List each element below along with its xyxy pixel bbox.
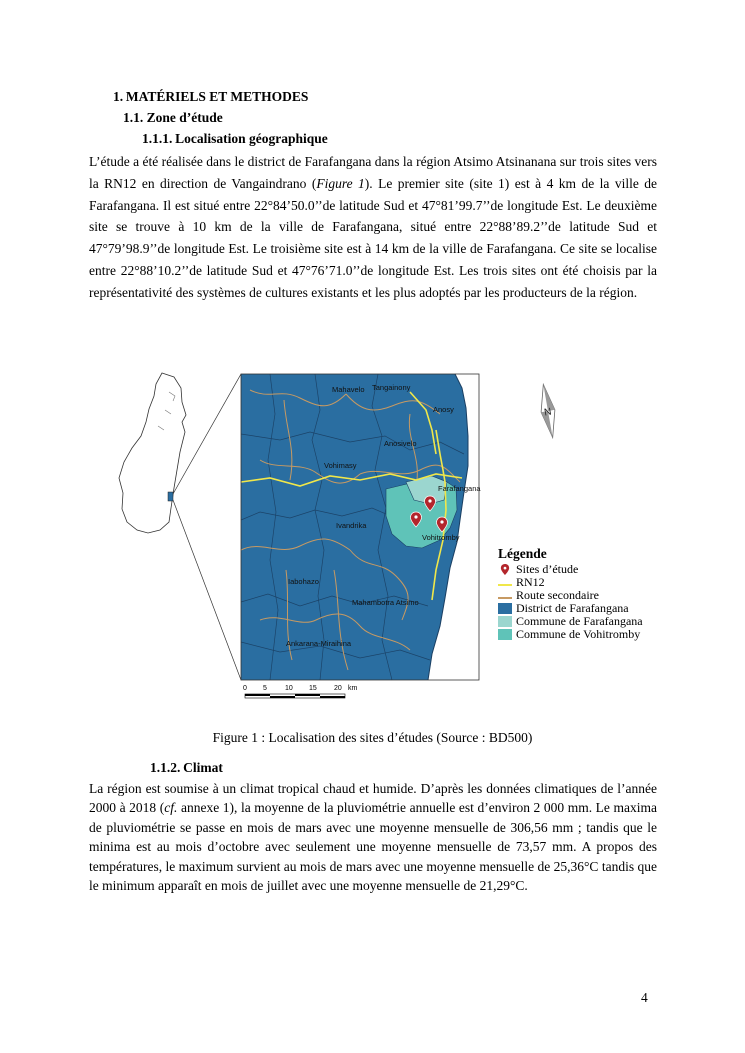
legend-item-sites: Sites d’étude: [498, 563, 643, 576]
place-label: Anosy: [433, 405, 454, 414]
section-heading: 1. MATÉRIELS ET METHODES: [113, 89, 309, 104]
place-label: Iabohazo: [288, 577, 319, 586]
legend-item-rn12: RN12: [498, 576, 643, 589]
subsubsection-heading-localisation: 1.1.1. Localisation géographique: [142, 131, 328, 146]
figure-caption: Figure 1 : Localisation des sites d’études (Source : BD500): [212, 730, 533, 745]
place-label: Mahavelo: [332, 385, 365, 394]
place-label: Vohimasy: [324, 461, 357, 470]
place-label: Ivandrika: [336, 521, 367, 530]
north-arrow-icon: [536, 383, 559, 439]
svg-text:15: 15: [309, 685, 317, 692]
legend-title: Légende: [498, 546, 547, 561]
map-legend: [498, 546, 643, 641]
place-label: Tangainony: [372, 383, 411, 392]
svg-text:20: 20: [334, 685, 342, 692]
location-map-figure: [110, 370, 670, 710]
svg-text:km: km: [348, 685, 358, 692]
svg-text:0: 0: [243, 685, 247, 692]
figure-reference[interactable]: Figure 1: [316, 175, 365, 191]
place-label: Mahambotra Atsimo: [352, 598, 419, 607]
paragraph-climat: La région est soumise à un climat tropical chaud et humide. D’après les données climatiques de l’année 2000 à 2018 (cf. annexe 1), la moyenne de la pluviométrie annuelle est d’environ 2 000 mm. Le maxima de pluviométrie se passe en mois de mars avec une moyenne mensuelle de 306,56 mm ; tandis que le minima est au mois d’octobre avec seulement une moyenne mensuelle de 73,57 mm. A propos des températures, le maximum survient au mois de mars avec une moyenne mensuelle de 25,36°C tandis que le minimum apparaît en mois de juillet avec une moyenne mensuelle de 21,29°C.: [89, 781, 657, 894]
legend-item-commune-vohitromby: Commune de Vohitromby: [498, 628, 643, 641]
place-label: Anosivelo: [384, 439, 417, 448]
paragraph-localisation: L’étude a été réalisée dans le district de Farafangana dans la région Atsimo Atsinanana sur trois sites vers la RN12 en direction de Vangaindrano (Figure 1). Le premier site (site 1) est à 4 km de la ville de Farafangana. Il est situé entre 22°84’50.0’’de latitude Sud et 47°81’99.7’’de longitude Est. Le deuxième site se trouve à 10 km de la ville de Farafangana, situé entre 22°88’89.2’’de latitude Sud et 47°79’98.9’’de longitude Est. Le troisième site est à 14 km de la ville de Farafangana. Ce site se localise entre 22°88’10.2’’de latitude Sud et 47°76’71.0’’de longitude Est. Les trois sites ont été choisis par la représentativité des systèmes de cultures existants et les plus adoptés par les producteurs de la région.: [89, 154, 657, 300]
place-label: Ankarana-Miraihina: [286, 639, 352, 648]
map-svg: [110, 370, 670, 710]
legend-item-route: Route secondaire: [498, 589, 643, 602]
madagascar-inset: [119, 373, 241, 680]
legend-item-district: District de Farafangana: [498, 602, 643, 615]
legend-item-commune-farafangana: Commune de Farafangana: [498, 615, 643, 628]
svg-text:10: 10: [285, 685, 293, 692]
page-number: 4: [641, 990, 648, 1005]
district-map: [241, 374, 481, 680]
subsubsection-heading-climat: 1.1.2. Climat: [150, 760, 223, 775]
subsection-heading: 1.1. Zone d’étude: [123, 110, 223, 125]
site-pin-icon: [498, 564, 512, 575]
svg-text:5: 5: [263, 685, 267, 692]
svg-text:N: N: [543, 406, 553, 419]
place-label: Farafangana: [438, 484, 481, 493]
place-label: Vohitromby: [422, 533, 460, 542]
scale-bar: [243, 685, 358, 698]
